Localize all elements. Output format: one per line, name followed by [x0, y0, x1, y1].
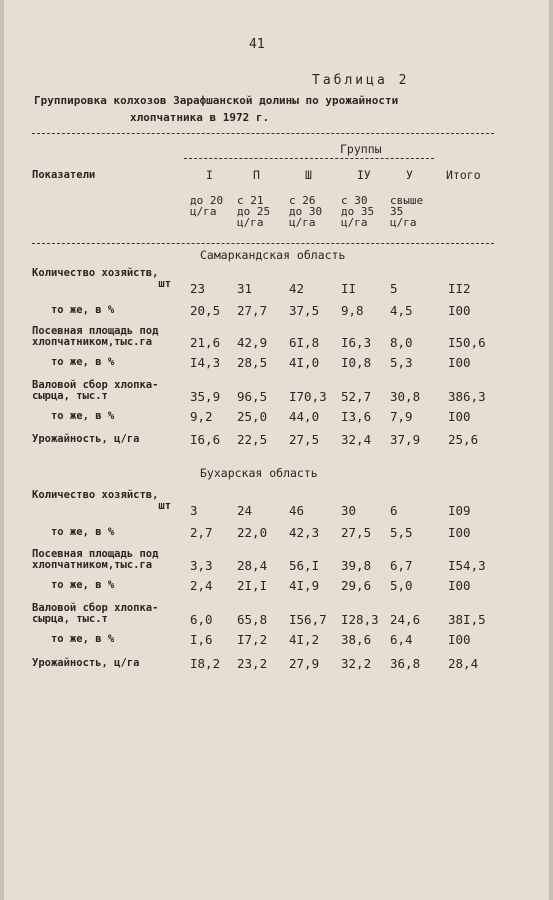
data-cell: 36,8 — [390, 656, 421, 671]
row-label: то же, в % — [32, 410, 115, 422]
data-cell: I4,3 — [190, 355, 221, 370]
row-label: Валовой сбор хлопка- сырца, тыс.т — [32, 602, 159, 625]
data-cell: 4,5 — [390, 303, 413, 318]
data-cell: 6,4 — [390, 632, 413, 647]
row-label: Урожайность, ц/га — [32, 657, 140, 669]
total-cell: 25,6 — [448, 432, 479, 447]
header-indicators: Показатели — [32, 169, 96, 181]
data-cell: I7,2 — [237, 632, 268, 647]
section-title-2: Бухарская область — [200, 466, 318, 480]
data-cell: 2,4 — [190, 578, 213, 593]
data-cell: 9,2 — [190, 409, 213, 424]
data-cell: 22,0 — [237, 525, 268, 540]
data-cell: 23,2 — [237, 656, 268, 671]
group-range-5: свыше 35 ц/га — [390, 194, 424, 229]
header-groups: Группы — [340, 142, 382, 156]
data-cell: 42,9 — [237, 335, 268, 350]
row-label: то же, в % — [32, 526, 115, 538]
data-cell: 32,4 — [341, 432, 372, 447]
data-cell: 29,6 — [341, 578, 372, 593]
group-number-4: IУ — [357, 168, 371, 182]
data-cell: 30 — [341, 503, 357, 518]
data-cell: 46 — [289, 503, 305, 518]
data-cell: 37,5 — [289, 303, 320, 318]
total-cell: I50,6 — [448, 335, 486, 350]
total-cell: I00 — [448, 409, 471, 424]
data-cell: 9,8 — [341, 303, 364, 318]
row-label: Посевная площадь под хлопчатником,тыс.га — [32, 325, 159, 348]
data-cell: 4I,0 — [289, 355, 320, 370]
data-cell: 8,0 — [390, 335, 413, 350]
data-cell: 42,3 — [289, 525, 320, 540]
row-label: Валовой сбор хлопка- сырца, тыс.т — [32, 379, 159, 402]
data-cell: 28,4 — [237, 558, 268, 573]
data-cell: 7,9 — [390, 409, 413, 424]
total-cell: 386,3 — [448, 389, 486, 404]
page-number: 41 — [249, 37, 265, 52]
total-cell: 28,4 — [448, 656, 479, 671]
data-cell: 24,6 — [390, 612, 421, 627]
data-cell: I,6 — [190, 632, 213, 647]
data-cell: 2,7 — [190, 525, 213, 540]
data-cell: 30,8 — [390, 389, 421, 404]
data-cell: I3,6 — [341, 409, 372, 424]
data-cell: 27,9 — [289, 656, 320, 671]
data-cell: 22,5 — [237, 432, 268, 447]
row-label: то же, в % — [32, 633, 115, 645]
group-range-2: с 21 до 25 ц/га — [237, 194, 271, 229]
group-number-1: I — [206, 168, 213, 182]
data-cell: 5,0 — [390, 578, 413, 593]
data-cell: 56,I — [289, 558, 320, 573]
data-cell: 27,7 — [237, 303, 268, 318]
table-label: Таблица 2 — [312, 73, 410, 88]
data-cell: 44,0 — [289, 409, 320, 424]
data-cell: 35,9 — [190, 389, 221, 404]
data-cell: 52,7 — [341, 389, 372, 404]
data-cell: II — [341, 281, 357, 296]
data-cell: I0,8 — [341, 355, 372, 370]
data-cell: I6,3 — [341, 335, 372, 350]
data-cell: 27,5 — [289, 432, 320, 447]
data-cell: 21,6 — [190, 335, 221, 350]
total-cell: I00 — [448, 355, 471, 370]
data-cell: 6 — [390, 503, 398, 518]
group-range-4: с 30 до 35 ц/га — [341, 194, 375, 229]
data-cell: I8,2 — [190, 656, 221, 671]
row-label: то же, в % — [32, 356, 115, 368]
data-cell: 31 — [237, 281, 253, 296]
row-label: Посевная площадь под хлопчатником,тыс.га — [32, 548, 159, 571]
data-cell: 6,7 — [390, 558, 413, 573]
data-cell: 5 — [390, 281, 398, 296]
data-cell: 27,5 — [341, 525, 372, 540]
data-cell: 6,0 — [190, 612, 213, 627]
group-range-1: до 20 ц/га — [190, 194, 224, 218]
data-cell: 32,2 — [341, 656, 372, 671]
table-caption-line-2: хлопчатника в 1972 г. — [130, 111, 270, 124]
total-cell: I00 — [448, 632, 471, 647]
row-label: Количество хозяйств, шт — [32, 267, 172, 290]
data-cell: 65,8 — [237, 612, 268, 627]
data-cell: 42 — [289, 281, 305, 296]
row-label: то же, в % — [32, 304, 115, 316]
data-cell: 96,5 — [237, 389, 268, 404]
section-title-1: Самаркандская область — [200, 248, 346, 262]
data-cell: I56,7 — [289, 612, 327, 627]
data-cell: 6I,8 — [289, 335, 320, 350]
row-label: Урожайность, ц/га — [32, 433, 140, 445]
group-range-3: с 26 до 30 ц/га — [289, 194, 323, 229]
total-cell: I00 — [448, 303, 471, 318]
data-cell: 23 — [190, 281, 206, 296]
data-cell: I28,3 — [341, 612, 379, 627]
data-cell: I70,3 — [289, 389, 327, 404]
row-label: Количество хозяйств, шт — [32, 489, 172, 512]
total-cell: II2 — [448, 281, 471, 296]
data-cell: 5,3 — [390, 355, 413, 370]
group-number-3: Ш — [305, 168, 312, 182]
group-number-2: П — [253, 168, 260, 182]
total-cell: I09 — [448, 503, 471, 518]
group-number-5: У — [406, 168, 413, 182]
data-cell: 3 — [190, 503, 198, 518]
data-cell: 3,3 — [190, 558, 213, 573]
total-cell: I00 — [448, 525, 471, 540]
data-cell: 28,5 — [237, 355, 268, 370]
total-cell: I54,3 — [448, 558, 486, 573]
header-total: Итого — [446, 168, 481, 182]
data-cell: 2I,I — [237, 578, 268, 593]
data-cell: 37,9 — [390, 432, 421, 447]
table-caption-line-1: Группировка колхозов Зарафшанской долины по урожайности — [34, 94, 399, 107]
row-label: то же, в % — [32, 579, 115, 591]
header-top-rule — [32, 133, 494, 134]
data-cell: 5,5 — [390, 525, 413, 540]
total-cell: I00 — [448, 578, 471, 593]
data-cell: 39,8 — [341, 558, 372, 573]
document-page — [4, 0, 549, 900]
groups-underline — [184, 158, 434, 159]
data-cell: I6,6 — [190, 432, 221, 447]
data-cell: 20,5 — [190, 303, 221, 318]
data-cell: 24 — [237, 503, 253, 518]
header-bottom-rule — [32, 243, 494, 244]
total-cell: 38I,5 — [448, 612, 486, 627]
data-cell: 38,6 — [341, 632, 372, 647]
data-cell: 25,0 — [237, 409, 268, 424]
data-cell: 4I,9 — [289, 578, 320, 593]
data-cell: 4I,2 — [289, 632, 320, 647]
